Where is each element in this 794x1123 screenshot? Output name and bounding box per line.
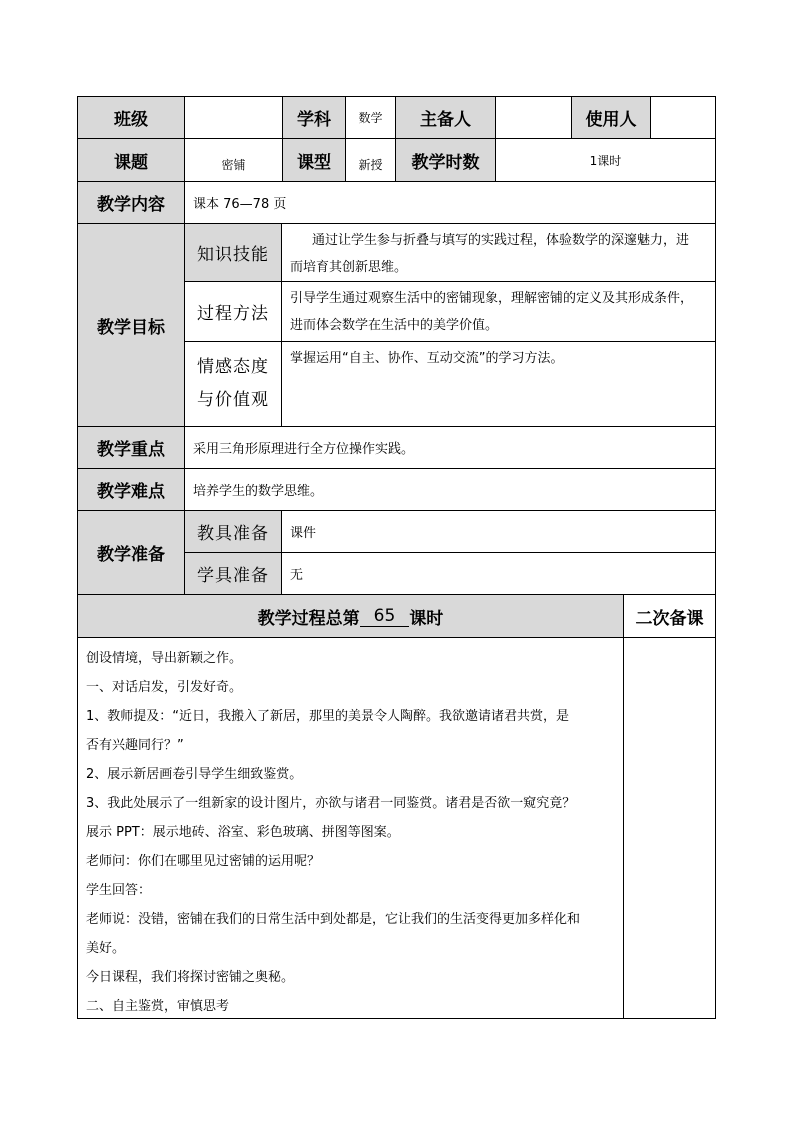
process-line-1: 引导学生通过观察生活中的密铺现象，理解密铺的定义及其形成条件，: [290, 291, 694, 306]
key-point-value: 采用三角形原理进行全方位操作实践。: [185, 427, 715, 469]
user-value: [651, 97, 715, 139]
content-value: 课本 76—78 页: [185, 182, 715, 224]
second-prep-label: 二次备课: [624, 595, 715, 638]
lesson-number: 65: [360, 606, 410, 627]
process-line: 老师问：你们在哪里见过密铺的运用呢？: [86, 854, 321, 869]
process-line: 3、我此处展示了一组新家的设计图片，亦欲与诸君一同鉴赏。诸君是否欲一窥究竟？: [86, 796, 576, 811]
subject-value: 数学: [346, 97, 396, 139]
teacher-prep-label: 教具准备: [185, 511, 282, 553]
knowledge-line-1: 通过让学生参与折叠与填写的实践过程，体验数学的深邃魅力，进: [312, 233, 690, 248]
process-line: 美好。: [86, 941, 126, 956]
process-line-2: 进而体会数学在生活中的美学价值。: [290, 318, 499, 333]
second-prep-area: [624, 638, 715, 1018]
process-line: 1、教师提及：“近日，我搬入了新居，那里的美景令人陶醉。我欲邀请诸君共赏，是: [86, 709, 570, 724]
process-title: [78, 595, 624, 638]
process-value: [282, 282, 715, 342]
process-label: 过程方法: [185, 282, 282, 342]
hours-value: 1课时: [496, 139, 715, 182]
topic-label: 课题: [78, 139, 185, 182]
knowledge-line-2: 而培育其创新思维。: [290, 260, 408, 275]
key-point-label: 教学重点: [78, 427, 185, 469]
class-label: 班级: [78, 97, 185, 139]
process-line: 二、自主鉴赏，审慎思考: [86, 999, 230, 1014]
preparation-label: 教学准备: [78, 511, 185, 595]
knowledge-label: 知识技能: [185, 224, 282, 282]
preparer-value: [496, 97, 572, 139]
process-line: 2、展示新居画卷引导学生细致鉴赏。: [86, 767, 303, 782]
user-label: 使用人: [572, 97, 651, 139]
process-line: 一、对话启发，引发好奇。: [86, 680, 243, 695]
preparer-label: 主备人: [396, 97, 496, 139]
difficulty-value: 培养学生的数学思维。: [185, 469, 715, 511]
goals-label: 教学目标: [78, 224, 185, 427]
hours-label: 教学时数: [396, 139, 496, 182]
type-value: 新授: [346, 139, 396, 182]
process-line: 否有兴趣同行？”: [86, 738, 184, 753]
class-value: [185, 97, 283, 139]
process-line: 老师说：没错，密铺在我们的日常生活中到处都是，它让我们的生活变得更加多样化和: [86, 912, 581, 927]
content-label: 教学内容: [78, 182, 185, 224]
type-label: 课型: [283, 139, 346, 182]
teacher-prep-value: 课件: [282, 511, 715, 553]
topic-value: 密铺: [185, 139, 283, 182]
difficulty-label: 教学难点: [78, 469, 185, 511]
emotion-label: [185, 342, 282, 427]
student-prep-label: 学具准备: [185, 553, 282, 595]
student-prep-value: 无: [282, 553, 715, 595]
knowledge-value: [282, 224, 715, 282]
process-title-suffix: 课时: [409, 608, 444, 629]
emotion-label-line-1: 情感态度: [197, 357, 269, 377]
process-line: 学生回答：: [86, 883, 152, 898]
process-line: 创设情境，导出新颖之作。: [86, 651, 243, 666]
process-body: [78, 638, 624, 1018]
lesson-plan-table: [77, 96, 716, 1019]
emotion-label-line-2: 与价值观: [197, 390, 269, 410]
process-line: 展示 PPT：展示地砖、浴室、彩色玻璃、拼图等图案。: [86, 825, 400, 840]
subject-label: 学科: [283, 97, 346, 139]
process-line: 今日课程，我们将探讨密铺之奥秘。: [86, 970, 295, 985]
emotion-value: 掌握运用“自主、协作、互动交流”的学习方法。: [282, 342, 715, 427]
process-title-prefix: 教学过程总第: [257, 608, 360, 629]
